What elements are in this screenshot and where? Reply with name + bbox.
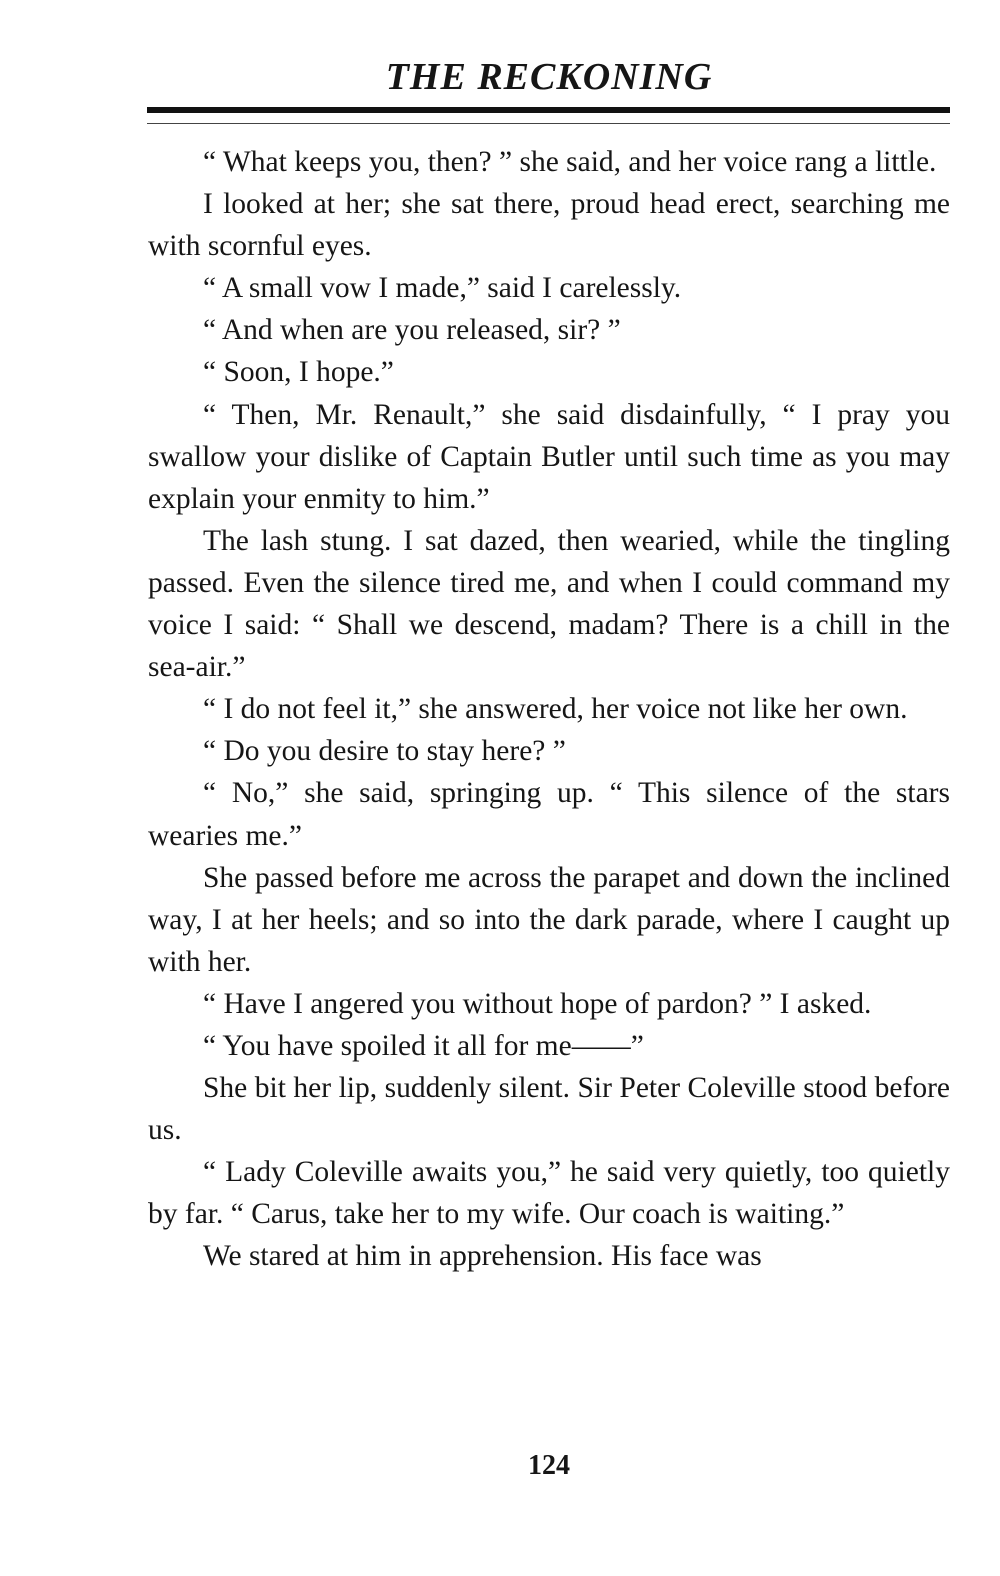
paragraph: I looked at her; she sat there, proud head erect, searching me with scornful eyes.	[148, 188, 950, 263]
header-rule-thick	[147, 107, 950, 113]
paragraph: “ What keeps you, then? ” she said, and her voice rang a little.	[203, 146, 937, 178]
paragraph: She bit her lip, suddenly silent. Sir Peter Coleville stood before us.	[148, 1072, 950, 1147]
paragraph: “ Do you desire to stay here? ”	[203, 735, 566, 768]
paragraph: “ Have I angered you without hope of pardon? ” I asked.	[203, 987, 872, 1020]
paragraph: “ Then, Mr. Renault,” she said disdainfully, “ I pray you swallow your dislike of Captain Butler until such time as you may explain your enmity to him.”	[148, 398, 950, 515]
paragraph: The lash stung. I sat dazed, then wearied, while the tingling passed. Even the silence tired me, and when I could command my voice I said: “ Shall we descend, madam? There is a chill in the sea-air.”	[148, 524, 950, 684]
paragraph: “ I do not feel it,” she answered, her voice not like her own.	[203, 693, 908, 726]
page-number: 124	[528, 1450, 570, 1481]
body-text	[148, 141, 950, 1278]
paragraph: “ You have spoiled it all for me——”	[203, 1029, 644, 1062]
paragraph: “ Soon, I hope.”	[203, 356, 394, 389]
header-rule-thin	[147, 123, 950, 124]
paragraph: “ And when are you released, sir? ”	[203, 314, 621, 347]
paragraph: “ A small vow I made,” said I carelessly.	[203, 272, 682, 305]
paragraph: We stared at him in apprehension. His face was	[203, 1240, 762, 1273]
paragraph: She passed before me across the parapet and down the inclined way, I at her heels; and so into the dark parade, where I caught up with her.	[148, 861, 950, 978]
paragraph: “ No,” she said, springing up. “ This silence of the stars wearies me.”	[148, 777, 950, 852]
paragraph: “ Lady Coleville awaits you,” he said very quietly, too quietly by far. “ Carus, take her to my wife. Our coach is waiting.”	[148, 1156, 950, 1231]
running-head: THE RECKONING	[385, 56, 713, 98]
